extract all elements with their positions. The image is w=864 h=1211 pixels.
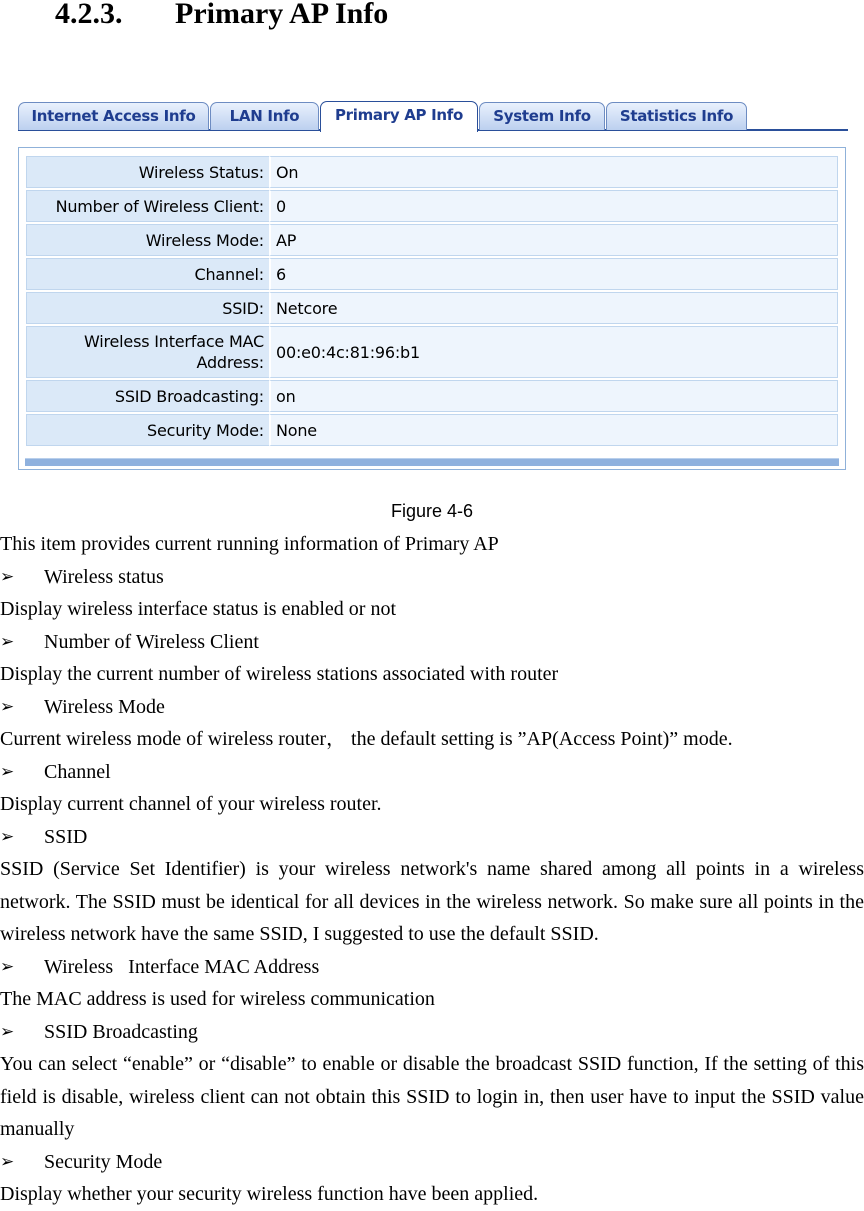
info-value: None <box>269 414 838 446</box>
info-row-security-mode <box>26 414 838 446</box>
bullet-title: SSID Broadcasting <box>44 1020 198 1043</box>
item-description: Display wireless interface status is enabled or not <box>0 598 396 620</box>
info-value: 00:e0:4c:81:96:b1 <box>269 326 838 378</box>
bullet-item <box>0 1016 864 1049</box>
bullet-title: SSID <box>44 825 88 848</box>
info-label: Security Mode: <box>26 414 269 446</box>
info-value: AP <box>269 224 838 256</box>
arrow-bullet-icon: ➢ <box>0 696 15 717</box>
panel-footer-bar <box>25 458 839 466</box>
item-description: You can select “enable” or “disable” to enable or disable the broadcast SSID function, If the setting of this field is disable, wireless client can not obtain this SSID to login in, then user have to input the SSID value manually <box>0 1053 864 1140</box>
info-label: Number of Wireless Client: <box>26 190 269 222</box>
info-value: On <box>269 156 838 188</box>
arrow-bullet-icon: ➢ <box>0 761 15 782</box>
tab-internet-access-info[interactable]: Internet Access Info <box>18 102 209 130</box>
item-description: Current wireless mode of wireless router， the default setting is ”AP(Access Point)” mode. <box>0 728 733 750</box>
info-label: SSID Broadcasting: <box>26 380 269 412</box>
section-heading <box>55 0 388 32</box>
item-description: Display the current number of wireless stations associated with router <box>0 663 559 685</box>
arrow-bullet-icon: ➢ <box>0 956 15 977</box>
bullet-title: Wireless Interface MAC Address <box>44 955 320 978</box>
item-description: Display current channel of your wireless router. <box>0 793 382 815</box>
bullet-item <box>0 561 864 594</box>
item-description: Display whether your security wireless function have been applied. <box>0 1183 539 1205</box>
bullet-item <box>0 821 864 854</box>
tab-lan-info[interactable]: LAN Info <box>210 102 319 130</box>
info-label: Channel: <box>26 258 269 290</box>
bullet-title: Wireless Mode <box>44 695 165 718</box>
info-label: Wireless Status: <box>26 156 269 188</box>
bullet-title: Number of Wireless Client <box>44 630 259 653</box>
info-value: Netcore <box>269 292 838 324</box>
info-value: 0 <box>269 190 838 222</box>
section-title: Primary AP Info <box>175 0 389 30</box>
info-row-ssid <box>26 292 838 324</box>
info-row-channel <box>26 258 838 290</box>
info-row-wireless-status <box>26 156 838 188</box>
info-row-wireless-mode <box>26 224 838 256</box>
bullet-item <box>0 626 864 659</box>
body-text <box>0 528 864 1211</box>
bullet-title: Channel <box>44 760 111 783</box>
item-description: The MAC address is used for wireless communication <box>0 988 435 1010</box>
section-number: 4.2.3. <box>55 0 123 30</box>
tab-system-info[interactable]: System Info <box>479 102 605 130</box>
tab-bar <box>18 101 848 131</box>
info-label: SSID: <box>26 292 269 324</box>
bullet-title: Security Mode <box>44 1150 163 1173</box>
bullet-item <box>0 756 864 789</box>
intro-paragraph: This item provides current running information of Primary AP <box>0 533 499 555</box>
arrow-bullet-icon: ➢ <box>0 1151 15 1172</box>
primary-ap-info-table <box>26 154 838 448</box>
tab-primary-ap-info[interactable]: Primary AP Info <box>320 101 478 132</box>
info-value: on <box>269 380 838 412</box>
bullet-item <box>0 691 864 724</box>
bullet-title: Wireless status <box>44 565 164 588</box>
item-description: SSID (Service Set Identifier) is your wireless network's name shared among all points in a wireless network. The SSID must be identical for all devices in the wireless network. So make sure all points in the wireless network have the same SSID, I suggested to use the default SSID. <box>0 858 864 945</box>
arrow-bullet-icon: ➢ <box>0 826 15 847</box>
arrow-bullet-icon: ➢ <box>0 566 15 587</box>
info-row-number-of-wireless-client <box>26 190 838 222</box>
info-value: 6 <box>269 258 838 290</box>
info-row-wireless-interface-mac <box>26 326 838 378</box>
info-row-ssid-broadcasting <box>26 380 838 412</box>
bullet-item <box>0 1146 864 1179</box>
info-label: Wireless Mode: <box>26 224 269 256</box>
figure-caption: Figure 4-6 <box>390 501 474 521</box>
info-label: Wireless Interface MAC Address: <box>26 326 269 378</box>
arrow-bullet-icon: ➢ <box>0 631 15 652</box>
primary-ap-info-panel <box>18 147 846 470</box>
arrow-bullet-icon: ➢ <box>0 1021 15 1042</box>
bullet-item <box>0 951 864 984</box>
tab-statistics-info[interactable]: Statistics Info <box>606 102 747 130</box>
